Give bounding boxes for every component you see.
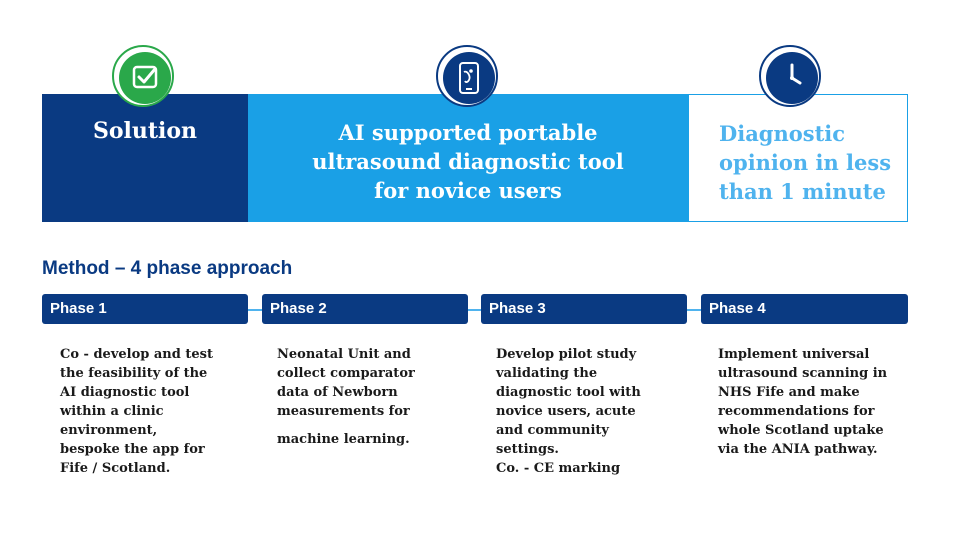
- phone-ultrasound-icon: [443, 52, 495, 104]
- solution-label: Solution: [92, 118, 198, 144]
- phase-line: novice users, acute: [496, 404, 636, 419]
- diagnostic-line: than 1 minute: [719, 179, 886, 204]
- phase-3-header: Phase 3: [481, 294, 687, 324]
- phase-line: environment,: [60, 423, 158, 438]
- phase-line: collect comparator: [277, 366, 415, 381]
- solution-banner: [42, 94, 248, 222]
- phone-icon-badge: [436, 45, 498, 107]
- phase-line: recommendations for: [718, 404, 875, 419]
- check-icon: [119, 52, 171, 104]
- phase-2-description: [277, 345, 462, 449]
- phase-line: ultrasound scanning in: [718, 366, 888, 381]
- phase-line: NHS Fife and make: [718, 385, 860, 400]
- phase-line: data of Newborn: [277, 385, 398, 400]
- clock-icon: [766, 52, 818, 104]
- phase-line: validating the: [496, 366, 598, 381]
- phase-1-header: Phase 1: [42, 294, 248, 324]
- clock-icon-badge: [759, 45, 821, 107]
- diagnostic-line: opinion in less: [719, 150, 892, 175]
- ai-tool-line: for novice users: [374, 178, 562, 203]
- method-title: Method – 4 phase approach: [42, 258, 293, 279]
- phase-2-header: Phase 2: [262, 294, 468, 324]
- phase-line: settings.: [496, 442, 559, 457]
- phase-line: and community: [496, 423, 609, 438]
- phase-line: within a clinic: [60, 404, 164, 419]
- phase-line: Co. - CE marking: [496, 461, 621, 476]
- phase-line: bespoke the app for: [60, 442, 205, 457]
- diagnostic-banner: [688, 94, 908, 222]
- phase-4-description: [718, 345, 908, 459]
- phase-line: Neonatal Unit and: [277, 347, 411, 362]
- diagnostic-text: [719, 119, 897, 206]
- check-icon-badge: [112, 45, 174, 107]
- ai-tool-line: ultrasound diagnostic tool: [312, 149, 624, 174]
- phase-1-description: [60, 345, 245, 478]
- phase-line: Develop pilot study: [496, 347, 637, 362]
- phase-line: machine learning.: [277, 432, 410, 447]
- ai-tool-line: AI supported portable: [338, 120, 598, 145]
- diagnostic-line: Diagnostic: [719, 121, 846, 146]
- phase-line: the feasibility of the: [60, 366, 208, 381]
- ai-tool-banner: [248, 94, 688, 222]
- phase-4-header: Phase 4: [701, 294, 908, 324]
- phase-line: [277, 421, 462, 430]
- phase-line: AI diagnostic tool: [60, 385, 190, 400]
- phase-line: whole Scotland uptake: [718, 423, 884, 438]
- phase-line: Fife / Scotland.: [60, 461, 171, 476]
- phase-line: via the ANIA pathway.: [718, 442, 878, 457]
- phase-line: measurements for: [277, 404, 410, 419]
- phase-line: Implement universal: [718, 347, 870, 362]
- phase-line: Co - develop and test: [60, 347, 213, 362]
- phase-line: diagnostic tool with: [496, 385, 641, 400]
- phase-3-description: [496, 345, 681, 478]
- ai-tool-text: [248, 118, 688, 205]
